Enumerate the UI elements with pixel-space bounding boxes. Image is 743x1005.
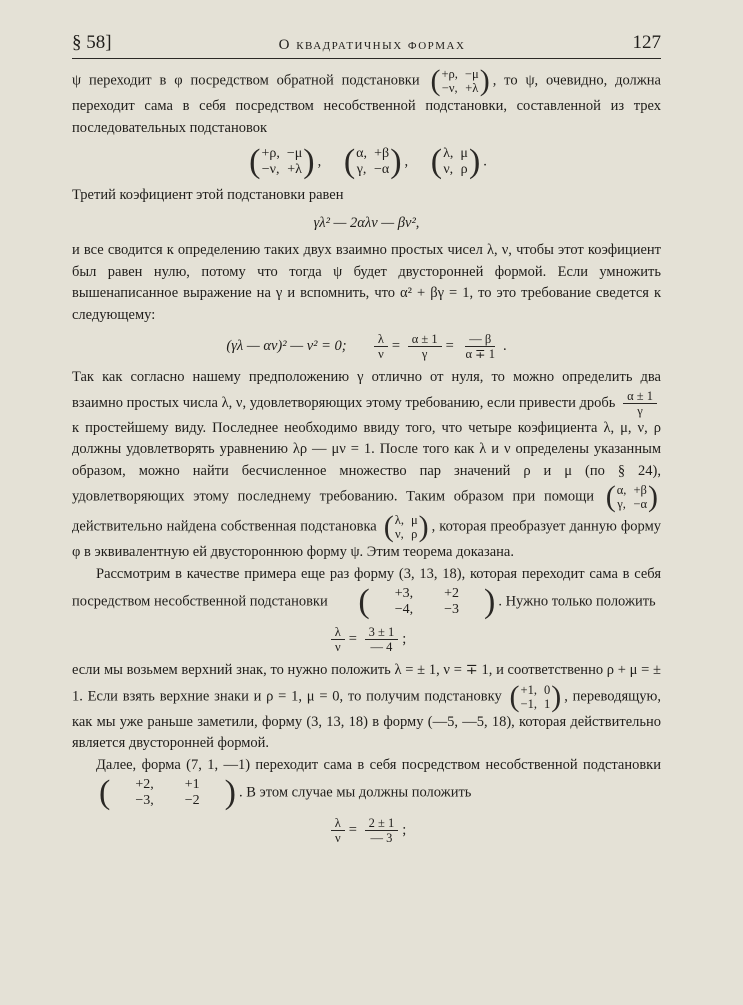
matrix-alpha-beta: ( α, +β γ, −α ) (605, 480, 659, 513)
text-run: к простейшему виду. Последнее необходимо ввиду того, что четыре коэфициента λ, μ, ν, ρ должны удовлетворять уравнению λρ — μν = 1. После того как λ и ν определены указанным образом, можно найти бесчисленное множество пар значений ρ и μ (по § 24), удовлетворяющих этому последнему требованию. Таким образом при помощи (72, 419, 661, 505)
matrix-inverse: ( +ρ, −μ −ν, +λ ) (430, 64, 490, 97)
matrix-cell: +ρ, (441, 67, 458, 81)
numerator: — β (465, 332, 495, 347)
paragraph-4 (72, 367, 661, 564)
matrix-cell: μ (410, 513, 418, 527)
punctuation: ; (402, 821, 407, 838)
denominator: ν (378, 347, 384, 361)
denominator: — 3 (370, 831, 393, 845)
matrix-cell: +3, (394, 586, 414, 601)
matrix-cell: 0 (543, 682, 551, 697)
fraction-lambda-nu (331, 625, 345, 654)
matrix-cell: +ρ, (261, 146, 280, 161)
denominator: — 4 (370, 640, 393, 654)
text-run: . В этом случае мы должны положить (238, 784, 472, 801)
matrix-cell: −2 (184, 793, 200, 808)
numerator: 3 ± 1 (365, 625, 399, 640)
matrix-cell: −α (633, 497, 648, 511)
numerator: λ (374, 332, 388, 347)
text-run: Рассмотрим в качестве примера еще раз форму (3, 13, 18), которая переходит сама в себя посредством несобственной подстановки (72, 565, 661, 610)
numerator: α ± 1 (408, 332, 442, 347)
matrix-cell: γ, (617, 497, 626, 511)
matrix-cell: −μ (464, 67, 479, 81)
matrix-cell: −1, (520, 696, 537, 711)
paragraph-1 (72, 66, 661, 139)
matrix-cell: −3, (135, 793, 154, 808)
text-run: ψ переходит в φ посредством обратной подстановки (72, 72, 420, 89)
denominator: γ (421, 347, 428, 361)
matrix-cell: +β (374, 146, 390, 161)
text-run: , которая преобразует данную форму φ в эквивалентную ей двустороннюю форму ψ. Этим теорема доказана. (72, 518, 661, 560)
matrix-cell: +1, (520, 682, 537, 697)
denominator: γ (637, 403, 643, 418)
text-run: Так как согласно нашему предположению γ отлично от нуля, то можно определить два взаимно простых числа λ, ν, удовлетворяющих этому требованию, если привести дробь (72, 369, 661, 411)
matrix-second: ( α, +β γ, −α ) (343, 143, 402, 180)
paragraph-3: и все сводится к определению таких двух взаимно простых чисел λ, ν, чтобы этот коэфициент был равен нулю, потому что тогда ψ будет двусторонней формой. Если умножить вышенаписанное выражение на γ и вспомнить, что α² + βγ = 1, то это требование сведется к следующему: (72, 242, 661, 323)
matrix-cell: +2, (135, 777, 154, 792)
paragraph-6 (72, 660, 661, 755)
formula-coefficient: γλ² — 2αλν — βν², (313, 214, 420, 231)
matrix-cell: −ν, (441, 81, 458, 95)
matrix-cell: ρ (460, 162, 468, 177)
text-run: Далее, форма (7, 1, —1) переходит сама в себя посредством несобственной подстановки (96, 756, 661, 773)
matrix-cell: α, (356, 146, 367, 161)
page-number: 127 (632, 32, 661, 53)
text-run: если мы возьмем верхний знак, то нужно положить λ = ± 1, ν = ∓ 1, и соответственно ρ + μ = ± 1. Если взять верхние знаки и ρ = 1, μ = 0, то получим подстановку (72, 662, 661, 704)
punctuation: ; (402, 630, 407, 647)
running-title: О квадратичных формах (278, 37, 466, 53)
matrix-example-2: ( +1, 0 −1, 1 ) (509, 679, 562, 713)
matrix-cell: ν, (443, 162, 454, 177)
matrix-cell: −α (373, 162, 390, 177)
text-run: , то ψ, очевидно, должна переходит сама в себя посредством несобственной подстановки, составленной из трех последовательных подстановок (72, 72, 661, 136)
matrix-cell: −ν, (261, 162, 280, 177)
matrix-first: ( +ρ, −μ −ν, +λ ) (249, 143, 315, 180)
paragraph-5 (72, 564, 661, 620)
matrix-cell: +β (633, 483, 647, 497)
matrix-cell: +1 (184, 777, 200, 792)
matrix-cell: ρ (411, 527, 418, 541)
matrix-cell: +2 (444, 586, 459, 601)
fraction-lambda-nu (374, 332, 388, 361)
text-run: . Нужно только положить (498, 593, 656, 610)
text-run: действительно найдена собственная подстановка (72, 518, 377, 535)
matrix-cell: 1 (543, 696, 551, 711)
denominator: ν (334, 831, 341, 845)
matrix-example-3: ( +2, +1 −3, −2 ) (99, 774, 236, 811)
numerator: α ± 1 (623, 389, 657, 404)
formula-condition: (γλ — αν)² — ν² = 0; $\frac{\lambda}{\nu}$ = $\frac{\alpha \pm 1}{\gamma}$ = $\frac{— \beta}{\alpha \mp 1}$ . (226, 332, 507, 361)
fraction-value (365, 816, 399, 845)
fraction-third (461, 332, 499, 361)
page-body (72, 66, 661, 851)
matrix-cell: γ, (356, 162, 367, 177)
fraction-inline (623, 389, 657, 418)
paragraph-2: Третий коэфициент этой подстановки равен (72, 187, 344, 203)
matrix-cell: λ, (443, 146, 454, 161)
fraction-lambda-nu (331, 816, 345, 845)
denominator: ν (334, 640, 341, 654)
numerator: λ (331, 625, 345, 640)
matrix-cell: λ, (394, 513, 404, 527)
matrix-cell: −3 (444, 602, 459, 617)
matrix-lambda-mu: ( λ, μ ν, ρ ) (383, 510, 429, 543)
denominator: α ∓ 1 (465, 347, 495, 361)
matrix-cell: α, (616, 483, 627, 497)
formula-left: (γλ — αν)² — ν² = 0; (226, 337, 347, 354)
numerator: λ (331, 816, 345, 831)
text-run: , переводящую, как мы уже раньше заметили, форму (3, 13, 18) в форму (—5, —5, 18), которая действительно является двусторонней формой. (72, 687, 662, 751)
matrix-cell: +λ (465, 81, 479, 95)
matrix-third: ( λ, μ ν, ρ ) (430, 143, 481, 180)
matrix-example-1: ( +3, +2 −4, −3 ) (358, 583, 496, 620)
formula-example-1: $\frac{\lambda}{\nu}$ = $\frac{3 \pm 1}{— 4}$ ; (72, 625, 661, 654)
matrix-cell: ν, (394, 527, 404, 541)
fraction-value (365, 625, 399, 654)
fraction-second (408, 332, 442, 361)
formula-example-2: $\frac{\lambda}{\nu}$ = $\frac{2 \pm 1}{— 3}$ ; (72, 816, 661, 845)
numerator: 2 ± 1 (365, 816, 399, 831)
matrix-cell: μ (460, 146, 468, 161)
section-number: § 58] (72, 32, 112, 53)
running-header (72, 24, 661, 59)
matrix-cell: +λ (287, 162, 302, 177)
formula-three-substitutions: ( +ρ, −μ −ν, +λ ) , ( α, +β γ, −α ) , ( λ, μ ν, ρ ) . (249, 143, 487, 180)
matrix-cell: −4, (394, 602, 414, 617)
matrix-cell: −μ (286, 146, 303, 161)
paragraph-7 (72, 755, 661, 811)
